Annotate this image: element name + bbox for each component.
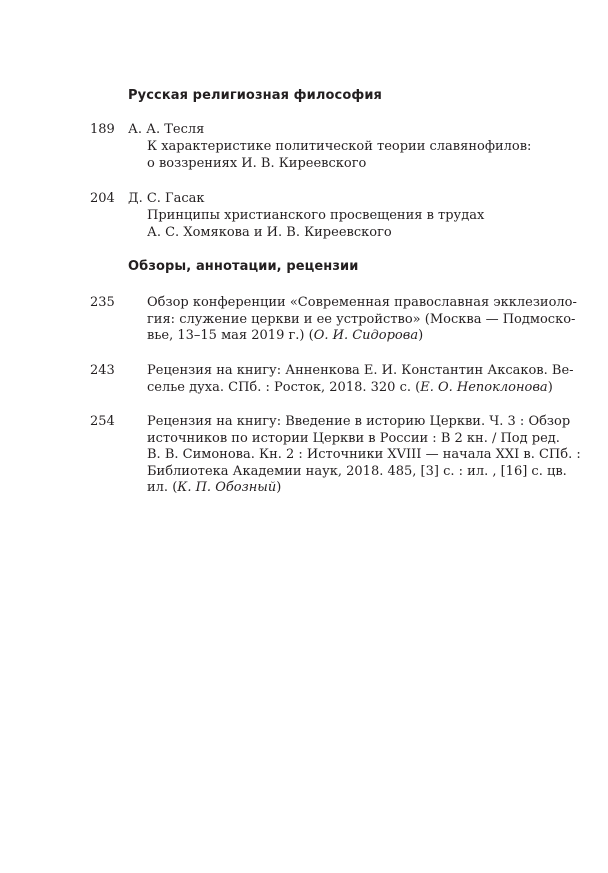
entry-title	[147, 139, 531, 172]
entry-title	[147, 208, 484, 241]
page-number: 235	[90, 295, 115, 310]
entry-title-line: К характеристике политической теории славянофилов:	[147, 139, 532, 154]
entry-author: А. А. Тесля	[128, 122, 205, 137]
page-number: 243	[90, 363, 115, 378]
entry-title-line: В. В. Симонова. Кн. 2 : Источники XVIII — начала XXI в. СПб. :	[147, 447, 581, 462]
entry-title-line: А. С. Хомякова и И. В. Киреевского	[147, 224, 392, 240]
entry-title-line: Библиотека Академии наук, 2018. 485, [3] с. : ил. , [16] с. цв.	[147, 463, 567, 479]
entry-title-line: источников по истории Церкви в России : В 2 кн. / Под ред.	[147, 430, 560, 446]
entry-title	[147, 414, 581, 497]
entry-title-line: Рецензия на книгу: Введение в историю Церкви. Ч. 3 : Обзор	[147, 414, 571, 429]
page-number: 189	[90, 122, 115, 137]
section-title-russian-philosophy: Русская религиозная философия	[128, 88, 383, 103]
entry-title-line: Обзор конференции «Современная православная экклезиоло-	[147, 295, 577, 310]
entry-title	[147, 295, 577, 345]
entry-title-line: Принципы христианского просвещения в трудах	[147, 208, 485, 223]
page-number: 204	[90, 191, 115, 206]
entry-title-line: о воззрениях И. В. Киреевского	[147, 155, 367, 171]
entry-title-line: гия: служение церкви и ее устройство» (Москва — Подмоско-	[147, 311, 576, 327]
entry-title-line: ил. (К. П. Обозный)	[147, 480, 282, 495]
entry-author: Д. С. Гасак	[128, 191, 205, 206]
entry-title-line: Рецензия на книгу: Анненкова Е. И. Константин Аксаков. Ве-	[147, 363, 574, 378]
entry-title	[147, 363, 574, 396]
section-title-reviews: Обзоры, аннотации, рецензии	[128, 259, 359, 274]
reviewer-name: К. П. Обозный	[177, 480, 277, 495]
reviewer-name: Е. О. Непоклонова	[420, 379, 548, 395]
page-number: 254	[90, 414, 115, 429]
reviewer-name: О. И. Сидорова	[313, 328, 419, 343]
entry-title-line: селье духа. СПб. : Росток, 2018. 320 с. (Е. О. Непоклонова)	[147, 379, 553, 395]
entry-title-line: вье, 13–15 мая 2019 г.) (О. И. Сидорова)	[147, 328, 424, 343]
